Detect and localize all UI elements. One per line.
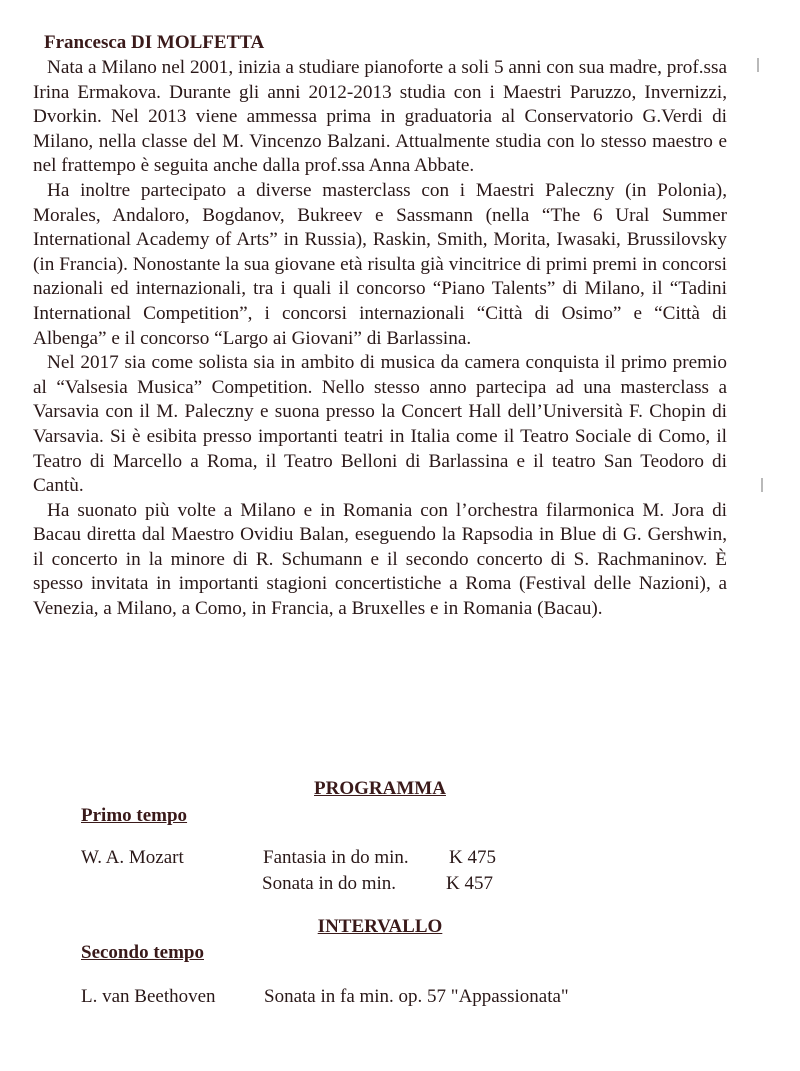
work-catalog: K 475 xyxy=(449,847,496,868)
work-title: Sonata in do min. xyxy=(262,873,397,894)
program-title: PROGRAMMA xyxy=(314,778,446,799)
performer-name: Francesca DI MOLFETTA xyxy=(44,32,265,53)
intermission-title: INTERVALLO xyxy=(317,916,443,937)
bio-paragraph: Ha suonato più volte a Milano e in Romania con l’orchestra filarmonica M. Jora di Bacau diretta dal Maestro Ovidiu Balan, eseguendo la Rapsodia in Blue di G. Gershwin, il concerto in la minore di R. Schumann e il secondo concerto di S. Rachmaninov. È spesso invitata in importanti stagioni concertistiche a Roma (Festival delle Nazioni), a Venezia, a Milano, a Como, in Francia, a Bruxelles e in Romania (Bacau). xyxy=(33,499,727,620)
work-catalog: K 457 xyxy=(446,873,493,894)
work-title: Fantasia in do min. xyxy=(263,847,409,868)
bio-paragraph: Nel 2017 sia come solista sia in ambito di musica da camera conquista il primo premio al “Valsesia Musica” Competition. Nello stesso anno partecipa ad una masterclass a Varsavia con il M. Paleczny e suona presso la Concert Hall dell’Università F. Chopin di Varsavia. Si è esibita presso importanti teatri in Italia come il Teatro Sociale di Como, il Teatro di Marcello a Roma, il Teatro Belloni di Barlassina e il teatro San Teodoro di Cantù. xyxy=(33,352,727,497)
bio-paragraph: Nata a Milano nel 2001, inizia a studiare pianoforte a soli 5 anni con sua madre, prof.ssa Irina Ermakova. Durante gli anni 2012-2013 studia con i Maestri Paruzzo, Invernizzi, Dvorkin. Nel 2013 viene ammessa prima in graduatoria al Conservatorio G.Verdi di Milano, nella classe del M. Vincenzo Balzani. Attualmente studia con lo stesso maestro e nel frattempo è seguita anche dalla prof.ssa Anna Abbate. xyxy=(33,57,727,177)
composer-beethoven: L. van Beethoven xyxy=(81,986,216,1007)
work-title: Sonata in fa min. op. 57 "Appassionata" xyxy=(264,986,569,1007)
composer-mozart: W. A. Mozart xyxy=(81,847,184,868)
bio-paragraph: Ha inoltre partecipato a diverse masterclass con i Maestri Paleczny (in Polonia), Morales, Andaloro, Bogdanov, Bukreev e Sassmann (nella “The 6 Ural Summer International Academy of Arts” in Russia), Raskin, Smith, Morita, Iwasaki, Brussilovsky (in Francia). Nonostante la sua giovane età risulta già vincitrice di primi premi in concorsi nazionali ed internazionali, tra i quali il concorso “Piano Talents” di Milano, il “Tadini International Competition”, i concorsi internazionali “Città di Osimo” e “Città di Albenga” e il concorso “Largo ai Giovani” di Barlassina. xyxy=(33,179,727,349)
scan-artifact-mark xyxy=(757,58,759,72)
first-half-heading: Primo tempo xyxy=(81,805,188,826)
second-half-heading: Secondo tempo xyxy=(81,942,204,963)
biography xyxy=(33,56,727,622)
scan-artifact-mark xyxy=(761,478,763,492)
